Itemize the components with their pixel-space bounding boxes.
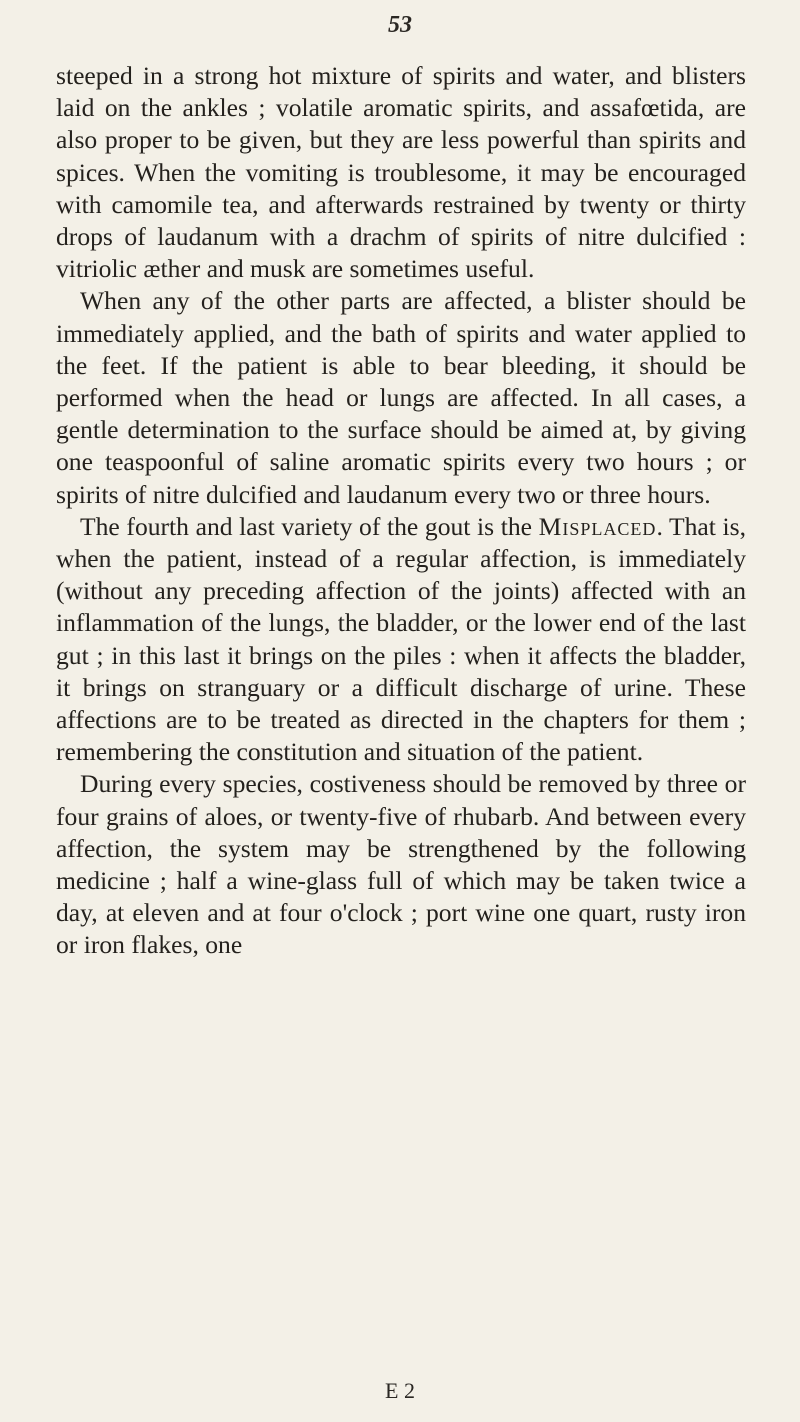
paragraph-3-rest: . That is, when the patient, instead of a regular affection, is immediately (without any preceding affection of the joints) affected with an inflammation of the lungs, the bladder, or the lower end of the last gut ; in this last it brings on the piles : when it affects the bladder, it brings on stranguary or a difficult discharge of urine. These affections are to be treated as directed in the chapters for them ; remembering the constitution and situation of the patient.: [56, 511, 747, 767]
paragraph-4: During every species, costiveness should be removed by three or four grains of aloes, or twenty-five of rhubarb. And between every affection, the system may be strengthened by the following medicine ; half a wine-glass full of which may be taken twice a day, at eleven and at four o'clock ; port wine one quart, rusty iron or iron flakes, one: [56, 769, 746, 960]
page-number: 53: [388, 12, 412, 38]
paragraph-3: [56, 511, 746, 769]
signature-mark: E 2: [385, 1378, 415, 1403]
body-text: [56, 60, 746, 962]
paragraph-2: When any of the other parts are affected, a blister should be immediately applied, and the bath of spirits and water applied to the feet. If the patient is able to bear bleeding, it should be performed when the head or lungs are affected. In all cases, a gentle determination to the surface should be aimed at, by giving one teaspoonful of saline aromatic spirits every two hours ; or spirits of nitre dulcified and laudanum every two or three hours.: [56, 286, 746, 509]
paragraph-3-start: The fourth and last variety of the gout is the: [80, 511, 533, 541]
misplaced-term: Misplaced: [538, 511, 657, 541]
paragraph-1: steeped in a strong hot mixture of spirits and water, and blisters laid on the ankles ; volatile aromatic spirits, and assafœtida, are also proper to be given, but they are less powerful than spirits and spices. When the vomiting is troublesome, it may be encouraged with camomile tea, and afterwards restrained by twenty or thirty drops of laudanum with a drachm of spirits of nitre dulcified : vitriolic æther and musk are sometimes useful.: [56, 61, 746, 284]
